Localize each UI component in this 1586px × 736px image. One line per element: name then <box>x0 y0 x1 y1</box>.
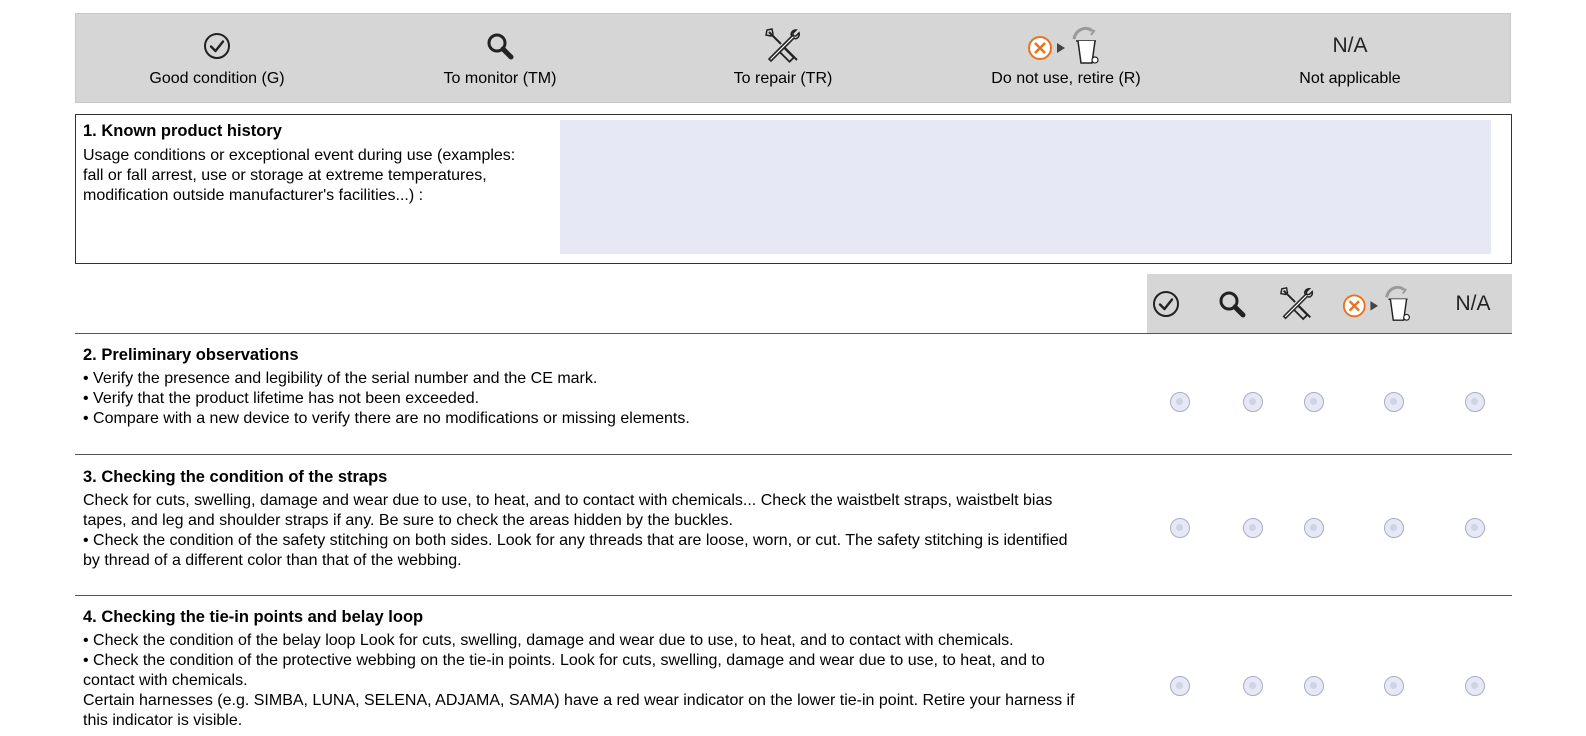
section-line: • Check the condition of the belay loop Look for cuts, swelling, damage and wear due to use, to heat, and to contact with chemicals. <box>83 632 1014 649</box>
radio-retire-s4[interactable] <box>1384 676 1404 696</box>
retire-trash-icon <box>1341 284 1417 324</box>
legend-repair <box>673 14 893 104</box>
legend-label: Not applicable <box>1299 70 1401 87</box>
na-text: N/A <box>1455 291 1491 315</box>
section-tie-in-points <box>83 608 1153 731</box>
rating-column-header <box>1147 274 1512 333</box>
section-straps <box>83 468 1153 571</box>
radio-monitor-s2[interactable] <box>1243 392 1263 412</box>
section-line: • Compare with a new device to verify there are no modifications or missing elements. <box>83 410 690 427</box>
radio-good-s2[interactable] <box>1170 392 1190 412</box>
legend-good <box>107 14 327 104</box>
na-text: N/A <box>1332 34 1368 57</box>
section-description <box>83 146 553 206</box>
desc-line: fall or fall arrest, use or storage at extreme temperatures, <box>83 167 487 184</box>
legend-na <box>1240 14 1460 104</box>
section-line: • Verify the presence and legibility of the serial number and the CE mark. <box>83 370 598 387</box>
history-text-field[interactable] <box>560 120 1491 254</box>
divider <box>75 595 1512 596</box>
magnifier-icon <box>485 31 515 61</box>
radio-na-s3[interactable] <box>1465 518 1485 538</box>
section-title: 3. Checking the condition of the straps <box>83 468 388 486</box>
legend-label: To repair (TR) <box>733 70 833 87</box>
radio-retire-s3[interactable] <box>1384 518 1404 538</box>
legend-retire <box>956 14 1176 104</box>
section-preliminary-observations <box>83 346 1123 429</box>
radio-repair-s4[interactable] <box>1304 676 1324 696</box>
radio-good-s4[interactable] <box>1170 676 1190 696</box>
divider <box>75 454 1512 455</box>
magnifier-icon <box>1217 289 1247 319</box>
check-circle-icon <box>203 32 231 60</box>
radio-good-s3[interactable] <box>1170 518 1190 538</box>
section-line: this indicator is visible. <box>83 712 243 729</box>
radio-na-s2[interactable] <box>1465 392 1485 412</box>
section-title: 2. Preliminary observations <box>83 346 299 364</box>
legend-label: Do not use, retire (R) <box>991 70 1141 87</box>
radio-repair-s3[interactable] <box>1304 518 1324 538</box>
radio-na-s4[interactable] <box>1465 676 1485 696</box>
section-title: 4. Checking the tie-in points and belay loop <box>83 608 424 626</box>
section-line: • Verify that the product lifetime has not been exceeded. <box>83 390 480 407</box>
retire-trash-icon <box>1026 25 1106 67</box>
section-line: by thread of a different color than that of the webbing. <box>83 552 462 569</box>
check-circle-icon <box>1152 290 1180 318</box>
section-known-history <box>75 114 1512 264</box>
legend-label: To monitor (TM) <box>443 70 557 87</box>
section-title: 1. Known product history <box>83 122 282 140</box>
desc-line: modification outside manufacturer's facilities...) : <box>83 187 424 204</box>
section-line: Check for cuts, swelling, damage and wear due to use, to heat, and to contact with chemicals... Check the waistbelt straps, waistbelt bias <box>83 492 1053 509</box>
legend-monitor <box>390 14 610 104</box>
section-line: contact with chemicals. <box>83 672 248 689</box>
tools-icon <box>763 26 803 66</box>
section-line: • Check the condition of the protective webbing on the tie-in points. Look for cuts, swelling, damage and wear due to use, to heat, and to <box>83 652 1045 669</box>
radio-monitor-s4[interactable] <box>1243 676 1263 696</box>
radio-retire-s2[interactable] <box>1384 392 1404 412</box>
section-line: tapes, and leg and shoulder straps if any. Be sure to check the areas hidden by the buckles. <box>83 512 733 529</box>
radio-repair-s2[interactable] <box>1304 392 1324 412</box>
section-line: Certain harnesses (e.g. SIMBA, LUNA, SELENA, ADJAMA, SAMA) have a red wear indicator on the lower tie-in point. Retire your harness if <box>83 692 1075 709</box>
divider <box>75 333 1512 334</box>
legend-label: Good condition (G) <box>149 70 285 87</box>
tools-icon <box>1278 284 1316 324</box>
desc-line: Usage conditions or exceptional event during use (examples: <box>83 147 516 164</box>
section-line: • Check the condition of the safety stitching on both sides. Look for any threads that are loose, worn, or cut. The safety stitching is identified <box>83 532 1068 549</box>
radio-monitor-s3[interactable] <box>1243 518 1263 538</box>
legend-bar <box>75 13 1511 103</box>
